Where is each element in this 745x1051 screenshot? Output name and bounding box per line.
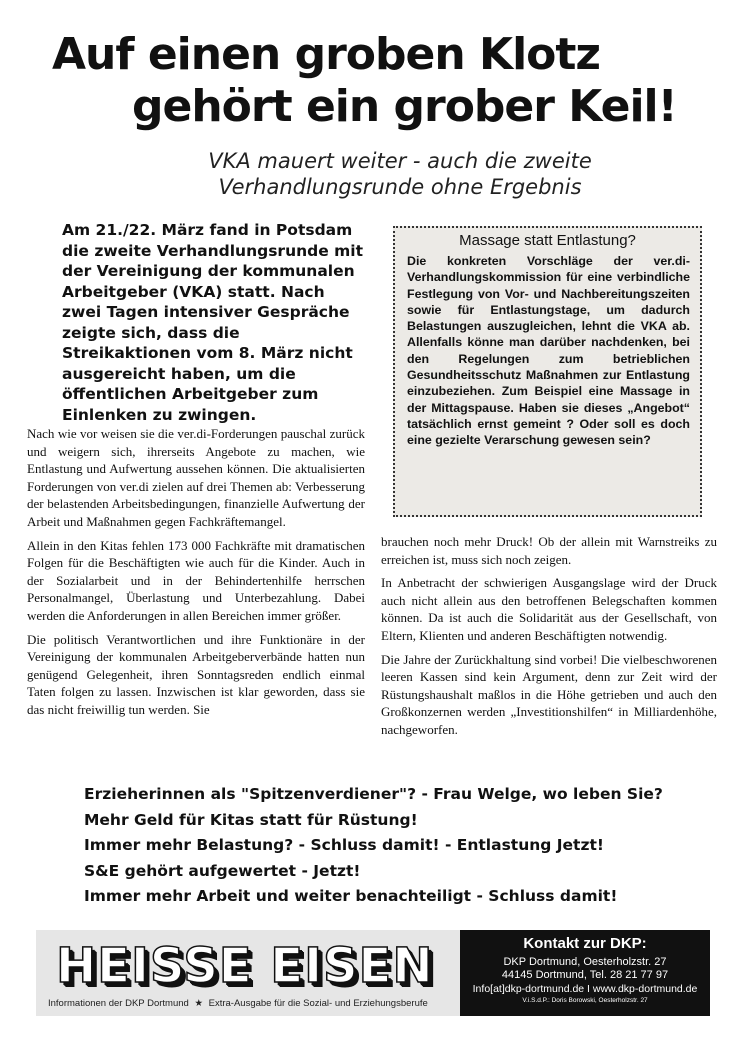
info-box xyxy=(393,226,702,517)
headline-line-1: Auf einen groben Klotz xyxy=(52,29,601,80)
body-paragraph: Die Jahre der Zurückhaltung sind vorbei! Die vielbeschworenen leeren Kassen sind kein Argument, denn zur Zeit wird der Rüstungshaushalt maßlos in die Höhe getrieben und auch den Großkonzernen werden „Investitionshilfen“ in Milliardenhöhe, nachgeworfen. xyxy=(381,651,717,737)
body-paragraph: Allein in den Kitas fehlen 173 000 Fachkräfte mit dramatischen Folgen für die Beschäftigten wie auch für die Kinder. Auch in der Sozialarbeit und in der Behindertenhilfe herrschen Personalmangel, Überlastung und Unterbezahlung. Dabei werden die Anforderungen in allen Bereichen immer größer. xyxy=(27,537,365,623)
body-paragraph: Nach wie vor weisen sie die ver.di-Forderungen pauschal zurück und weigern sich, ihrerseits Angebote zu machen, wie Entlastung und Aufwertung aussehen können. Die aktualisierten Forderungen von ver.di zielen auf drei Themen ab: Verbesserung der belastenden Arbeitsbedingungen, finanzielle Aufwertung der Arbeit und Maßnahmen gegen Fachkräftemangel. xyxy=(27,426,365,529)
info-box-text: Die konkreten Vorschläge der ver.di-Verhandlungskommission für eine verbindliche Festlegung von Vor- und Nachbereitungszeiten sowie für Entlastungstage, um dadurch Belastungen auszugleichen, lehnt die VKA ab. Allenfalls könne man darüber nachdenken, bei den Regelungen zum betrieblichen Gesundheitsschutz Maßnahmen zur Entlastung einzubeziehen. Zum Beispiel eine Massage in der Mittagspause. Haben sie dieses „Angebot“ tatsächlich ernst gemeint ? Oder soll es doch eine gezielte Verarschung gewesen sein? xyxy=(407,254,690,448)
heisse-eisen-logo: HEISSE EISEN xyxy=(56,938,434,994)
visdp: V.i.S.d.P.: Doris Borowski, Oesterholzstr. 27 xyxy=(522,997,648,1004)
subheadline-line-1: VKA mauert weiter - auch die zweite xyxy=(208,149,592,173)
body-paragraph: brauchen noch mehr Druck! Ob der allein mit Warnstreiks zu erreichen ist, muss sich noch zeigen. xyxy=(381,534,717,567)
star-icon: ★ xyxy=(194,998,203,1009)
footer-info xyxy=(48,998,428,1009)
footer-masthead xyxy=(36,930,460,1016)
info-box-title: Massage statt Entlastung? xyxy=(459,232,636,249)
body-column-right xyxy=(381,533,717,745)
contact-line-1: DKP Dortmund, Oesterholzstr. 27 xyxy=(503,956,667,968)
slogan: Immer mehr Arbeit und weiter benachteiligt - Schluss damit! xyxy=(84,887,618,905)
slogan-list xyxy=(84,782,663,910)
headline-line-2: gehört ein grober Keil! xyxy=(132,81,677,132)
subheadline xyxy=(120,148,680,200)
lead-paragraph: Am 21./22. März fand in Potsdam die zweite Verhandlungsrunde mit der Vereinigung der kommunalen Arbeitgeber (VKA) statt. Nach zwei Tagen intensiver Gespräche zeigte sich, dass die Streikaktionen vom 8. März nicht ausgereicht haben, um die öffentlichen Arbeitgeber zum Einlenken zu zwingen. xyxy=(62,221,364,424)
footer-contact xyxy=(460,930,710,1016)
slogan: Erzieherinnen als "Spitzenverdiener"? - Frau Welge, wo leben Sie? xyxy=(84,785,663,803)
contact-line-2: 44145 Dortmund, Tel. 28 21 77 97 xyxy=(501,969,669,981)
contact-title: Kontakt zur DKP: xyxy=(523,935,647,952)
footer-info-right: Extra-Ausgabe für die Sozial- und Erziehungsberufe xyxy=(208,998,428,1009)
body-paragraph: In Anbetracht der schwierigen Ausgangslage wird der Druck auch nicht allein aus den betroffenen Belegschaften kommen können. Da ist auch die Solidarität aus der Gesellschaft, von Eltern, Klienten und anderen Beschäftigten notwendig. xyxy=(381,575,717,643)
slogan: S&E gehört aufgewertet - Jetzt! xyxy=(84,861,361,880)
body-column-left xyxy=(27,425,365,725)
contact-line-3: Info[at]dkp-dortmund.de I www.dkp-dortmund.de xyxy=(472,983,698,995)
subheadline-line-2: Verhandlungsrunde ohne Ergebnis xyxy=(218,175,582,199)
footer-info-left: Informationen der DKP Dortmund xyxy=(48,998,189,1009)
slogan: Immer mehr Belastung? - Schluss damit! - Entlastung Jetzt! xyxy=(84,836,604,854)
body-paragraph: Die politisch Verantwortlichen und ihre Funktionäre in der Vereinigung der kommunalen Arbeitgeberverbände hatten nun genügend Gelegenheit, ihren Sonntagsreden endlich einmal Taten folgen zu lassen. Inzwischen ist klar geworden, dass sie das nicht freiwillig tun werden. Sie xyxy=(27,631,365,717)
slogan: Mehr Geld für Kitas statt für Rüstung! xyxy=(84,810,418,829)
